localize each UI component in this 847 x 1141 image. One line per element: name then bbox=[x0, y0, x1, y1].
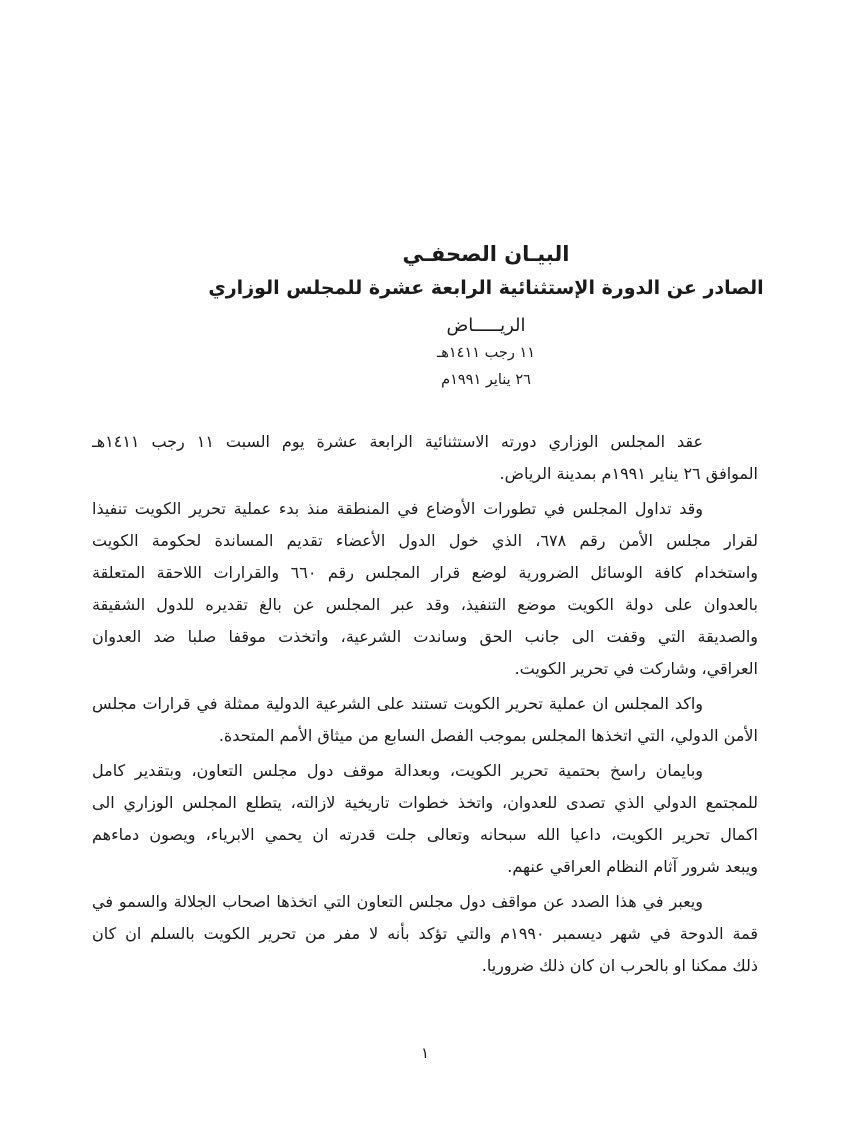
paragraph bbox=[92, 886, 758, 982]
body-line: للمجتمع الدولي الذي تصدى للعدوان، واتخذ خطوات تاريخية لازالته، يتطلع المجلس الوزاري الى bbox=[92, 793, 758, 812]
body-line: لقرار مجلس الأمن رقم ٦٧٨، الذي خول الدول الأعضاء تقديم المساندة لحكومة الكويت bbox=[92, 531, 758, 550]
body-line: واستخدام كافة الوسائل الضرورية لوضع قرار المجلس رقم ٦٦٠ والقرارات اللاحقة المتعلقة bbox=[92, 563, 758, 582]
paragraph bbox=[92, 688, 758, 752]
body-line: العراقي، وشاركت في تحرير الكويت. bbox=[514, 659, 758, 678]
body-line: اكمال تحرير الكويت، داعيا الله سبحانه وتعالى جلت قدرته ان يحمي الابرياء، ويصون دماءهم bbox=[92, 825, 758, 844]
body-line: عقد المجلس الوزاري دورته الاستثنائية الرابعة عشرة يوم السبت ١١ رجب ١٤١١هـ bbox=[92, 432, 703, 451]
body-line: قمة الدوحة في شهر ديسمبر ١٩٩٠م والتي تؤكد بأنه لا مفر من تحرير الكويت بالسلم ان كان bbox=[92, 924, 758, 943]
hijri-date: ١١ رجب ١٤١١هـ bbox=[436, 345, 536, 361]
document-subtitle: الصادر عن الدورة الإستثنائية الرابعة عشرة للمجلس الوزاري bbox=[208, 277, 764, 299]
page-number: ١ bbox=[420, 1044, 430, 1062]
body-line: بالعدوان على دولة الكويت موضع التنفيذ، وقد عبر المجلس عن بالغ تقديره للدول الشقيقة bbox=[92, 595, 758, 614]
body-line: واكد المجلس ان عملية تحرير الكويت تستند على الشرعية الدولية ممثلة في قرارات مجلس bbox=[92, 694, 703, 713]
document-title: البيـان الصحفـي bbox=[402, 242, 570, 266]
body-line: والصديقة التي وقفت الى جانب الحق وساندت الشرعية، واتخذت موقفا صلبا ضد العدوان bbox=[92, 627, 758, 646]
body-line: ذلك ممكنا او بالحرب ان كان ذلك ضروريا. bbox=[481, 956, 758, 975]
paragraph bbox=[92, 426, 758, 490]
document-body bbox=[92, 426, 758, 985]
body-line: الأمن الدولي، التي اتخذها المجلس بموجب الفصل السابع من ميثاق الأمم المتحدة. bbox=[218, 726, 758, 745]
gregorian-date: ٢٦ يناير ١٩٩١م bbox=[441, 372, 531, 388]
body-line: وبايمان راسخ بحتمية تحرير الكويت، وبعدالة موقف دول مجلس التعاون، وبتقدير كامل bbox=[92, 761, 703, 780]
body-line: الموافق ٢٦ يناير ١٩٩١م بمدينة الرياض. bbox=[499, 464, 758, 483]
body-line: وقد تداول المجلس في تطورات الأوضاع في المنطقة منذ بدء عملية تحرير الكويت تنفيذا bbox=[92, 499, 703, 518]
body-line: ويعبر في هذا الصدد عن مواقف دول مجلس التعاون التي اتخذها اصحاب الجلالة والسمو في bbox=[92, 892, 703, 911]
paragraph bbox=[92, 493, 758, 685]
body-line: ويبعد شرور آثام النظام العراقي عنهم. bbox=[507, 857, 758, 876]
paragraph bbox=[92, 755, 758, 883]
city-line: الريـــــاض bbox=[446, 315, 526, 336]
